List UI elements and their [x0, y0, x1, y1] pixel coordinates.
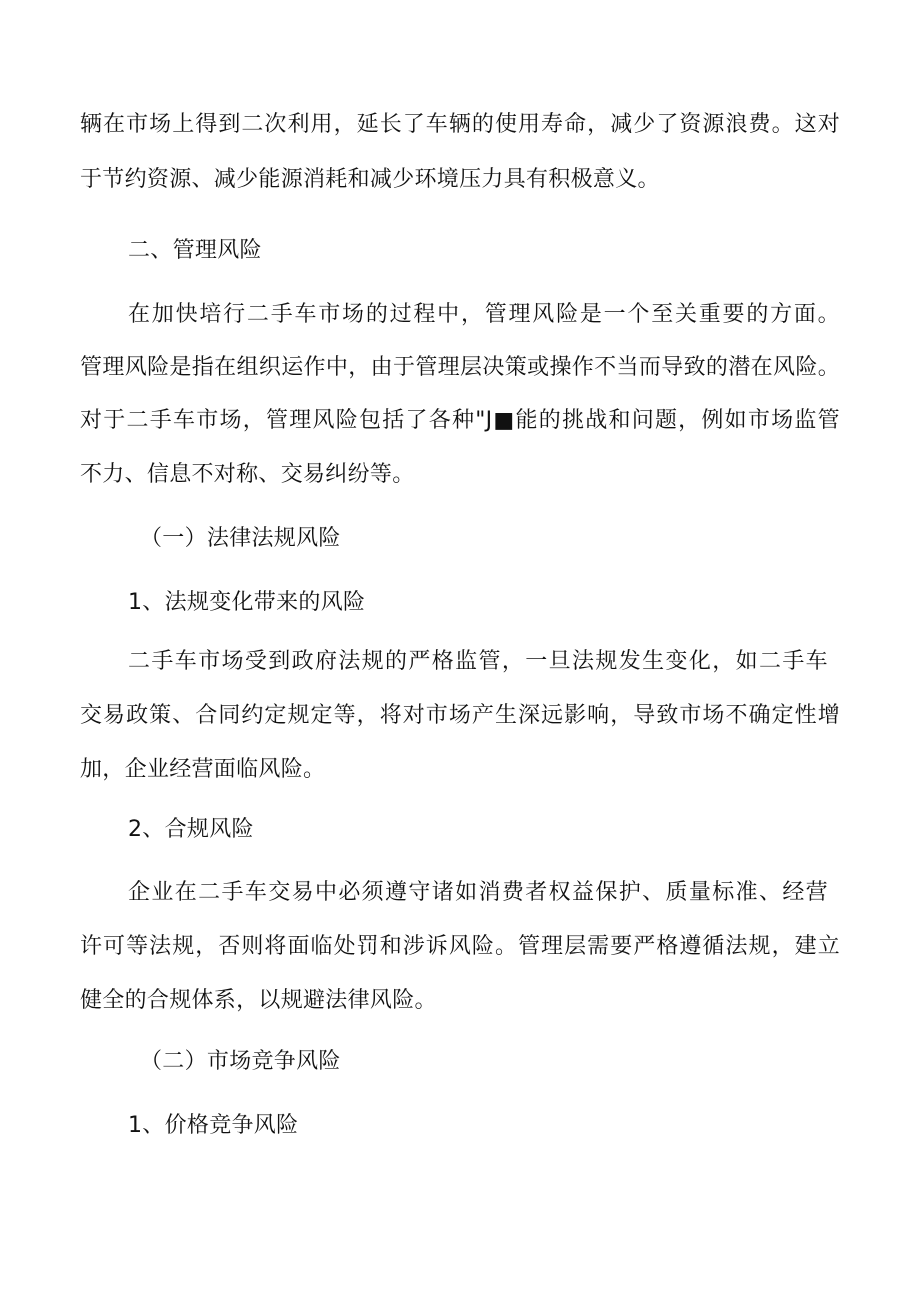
paragraph-line: 企业在二手车交易中必须遵守诸如消费者权益保护、质量标准、经营	[128, 880, 828, 905]
paragraph-line: 许可等法规，否则将面临处罚和涉诉风险。管理层需要严格遵循法规，建立	[80, 934, 840, 959]
paragraph-line: 在加快培行二手车市场的过程中，管理风险是一个至关重要的方面。	[128, 302, 840, 327]
paragraph-line: 对于二手车市场，管理风险包括了各种"J■能的挑战和问题，例如市场监管	[80, 408, 840, 433]
item-heading: 2、合规风险	[128, 817, 254, 842]
paragraph-line: 加，企业经营面临风险。	[80, 757, 326, 782]
section-heading: 二、管理风险	[128, 238, 262, 263]
paragraph-line: 不力、信息不对称、交易纠纷等。	[80, 462, 415, 487]
item-heading: 1、价格竞争风险	[128, 1113, 299, 1138]
paragraph-line: 辆在市场上得到二次利用，延长了车辆的使用寿命，减少了资源浪费。这对	[80, 112, 840, 137]
paragraph-line: 健全的合规体系，以规避法律风险。	[80, 988, 437, 1013]
subsection-heading: （一）法律法规风险	[140, 526, 341, 551]
paragraph-line: 交易政策、合同约定规定等，将对市场产生深远影响，导致市场不确定性增	[80, 703, 840, 728]
paragraph-line: 二手车市场受到政府法规的严格监管，一旦法规发生变化，如二手车	[128, 649, 828, 674]
subsection-heading: （二）市场竞争风险	[140, 1049, 341, 1074]
paragraph-line: 于节约资源、减少能源消耗和减少环境压力具有积极意义。	[80, 167, 660, 192]
paragraph-line: 管理风险是指在组织运作中，由于管理层决策或操作不当而导致的潜在风险。	[80, 355, 840, 380]
item-heading: 1、法规变化带来的风险	[128, 590, 366, 615]
